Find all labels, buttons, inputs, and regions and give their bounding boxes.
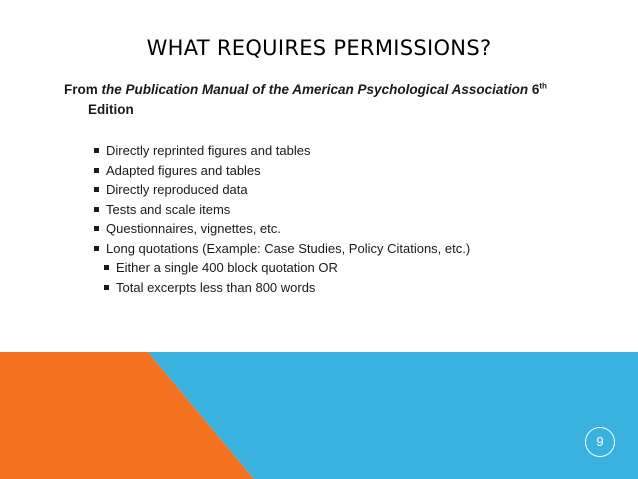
bullet-item — [94, 239, 470, 259]
source-edition-number: 6 — [531, 82, 540, 97]
bullet-text: Either a single 400 block quotation OR — [116, 260, 338, 275]
source-edition-suffix: th — [539, 81, 547, 91]
bullet-text: Adapted figures and tables — [106, 162, 261, 178]
page-number-badge: 9 — [585, 427, 615, 457]
bullet-item — [94, 219, 470, 239]
bullet-item — [94, 180, 470, 200]
bullet-text: Questionnaires, vignettes, etc. — [106, 221, 281, 236]
square-bullet-icon — [104, 265, 109, 270]
bullet-text: Tests and scale items — [106, 201, 231, 217]
square-bullet-icon — [94, 168, 99, 173]
source-prefix: From — [64, 82, 98, 97]
source-citation — [64, 80, 604, 120]
slide-title: WHAT REQUIRES PERMISSIONS? — [146, 36, 492, 60]
bullet-text: Directly reproduced data — [106, 182, 248, 197]
bullet-text: Directly reprinted figures and tables — [106, 143, 311, 158]
square-bullet-icon — [94, 207, 99, 212]
bullet-item — [94, 161, 470, 181]
bullet-text: Total excerpts less than 800 words — [116, 279, 316, 295]
bullet-text: Long quotations (Example: Case Studies, Policy Citations, etc.) — [106, 240, 471, 256]
square-bullet-icon — [94, 148, 99, 153]
sub-bullet-item — [94, 258, 470, 278]
bullet-item — [94, 141, 470, 161]
square-bullet-icon — [104, 285, 109, 290]
square-bullet-icon — [94, 226, 99, 231]
source-work-title: the Publication Manual of the American Psychological Association — [101, 82, 529, 97]
bullet-item — [94, 200, 470, 220]
bullet-list — [94, 141, 470, 297]
sub-bullet-item — [94, 278, 470, 298]
source-edition-word: Edition — [88, 102, 134, 117]
square-bullet-icon — [94, 246, 99, 251]
square-bullet-icon — [94, 187, 99, 192]
